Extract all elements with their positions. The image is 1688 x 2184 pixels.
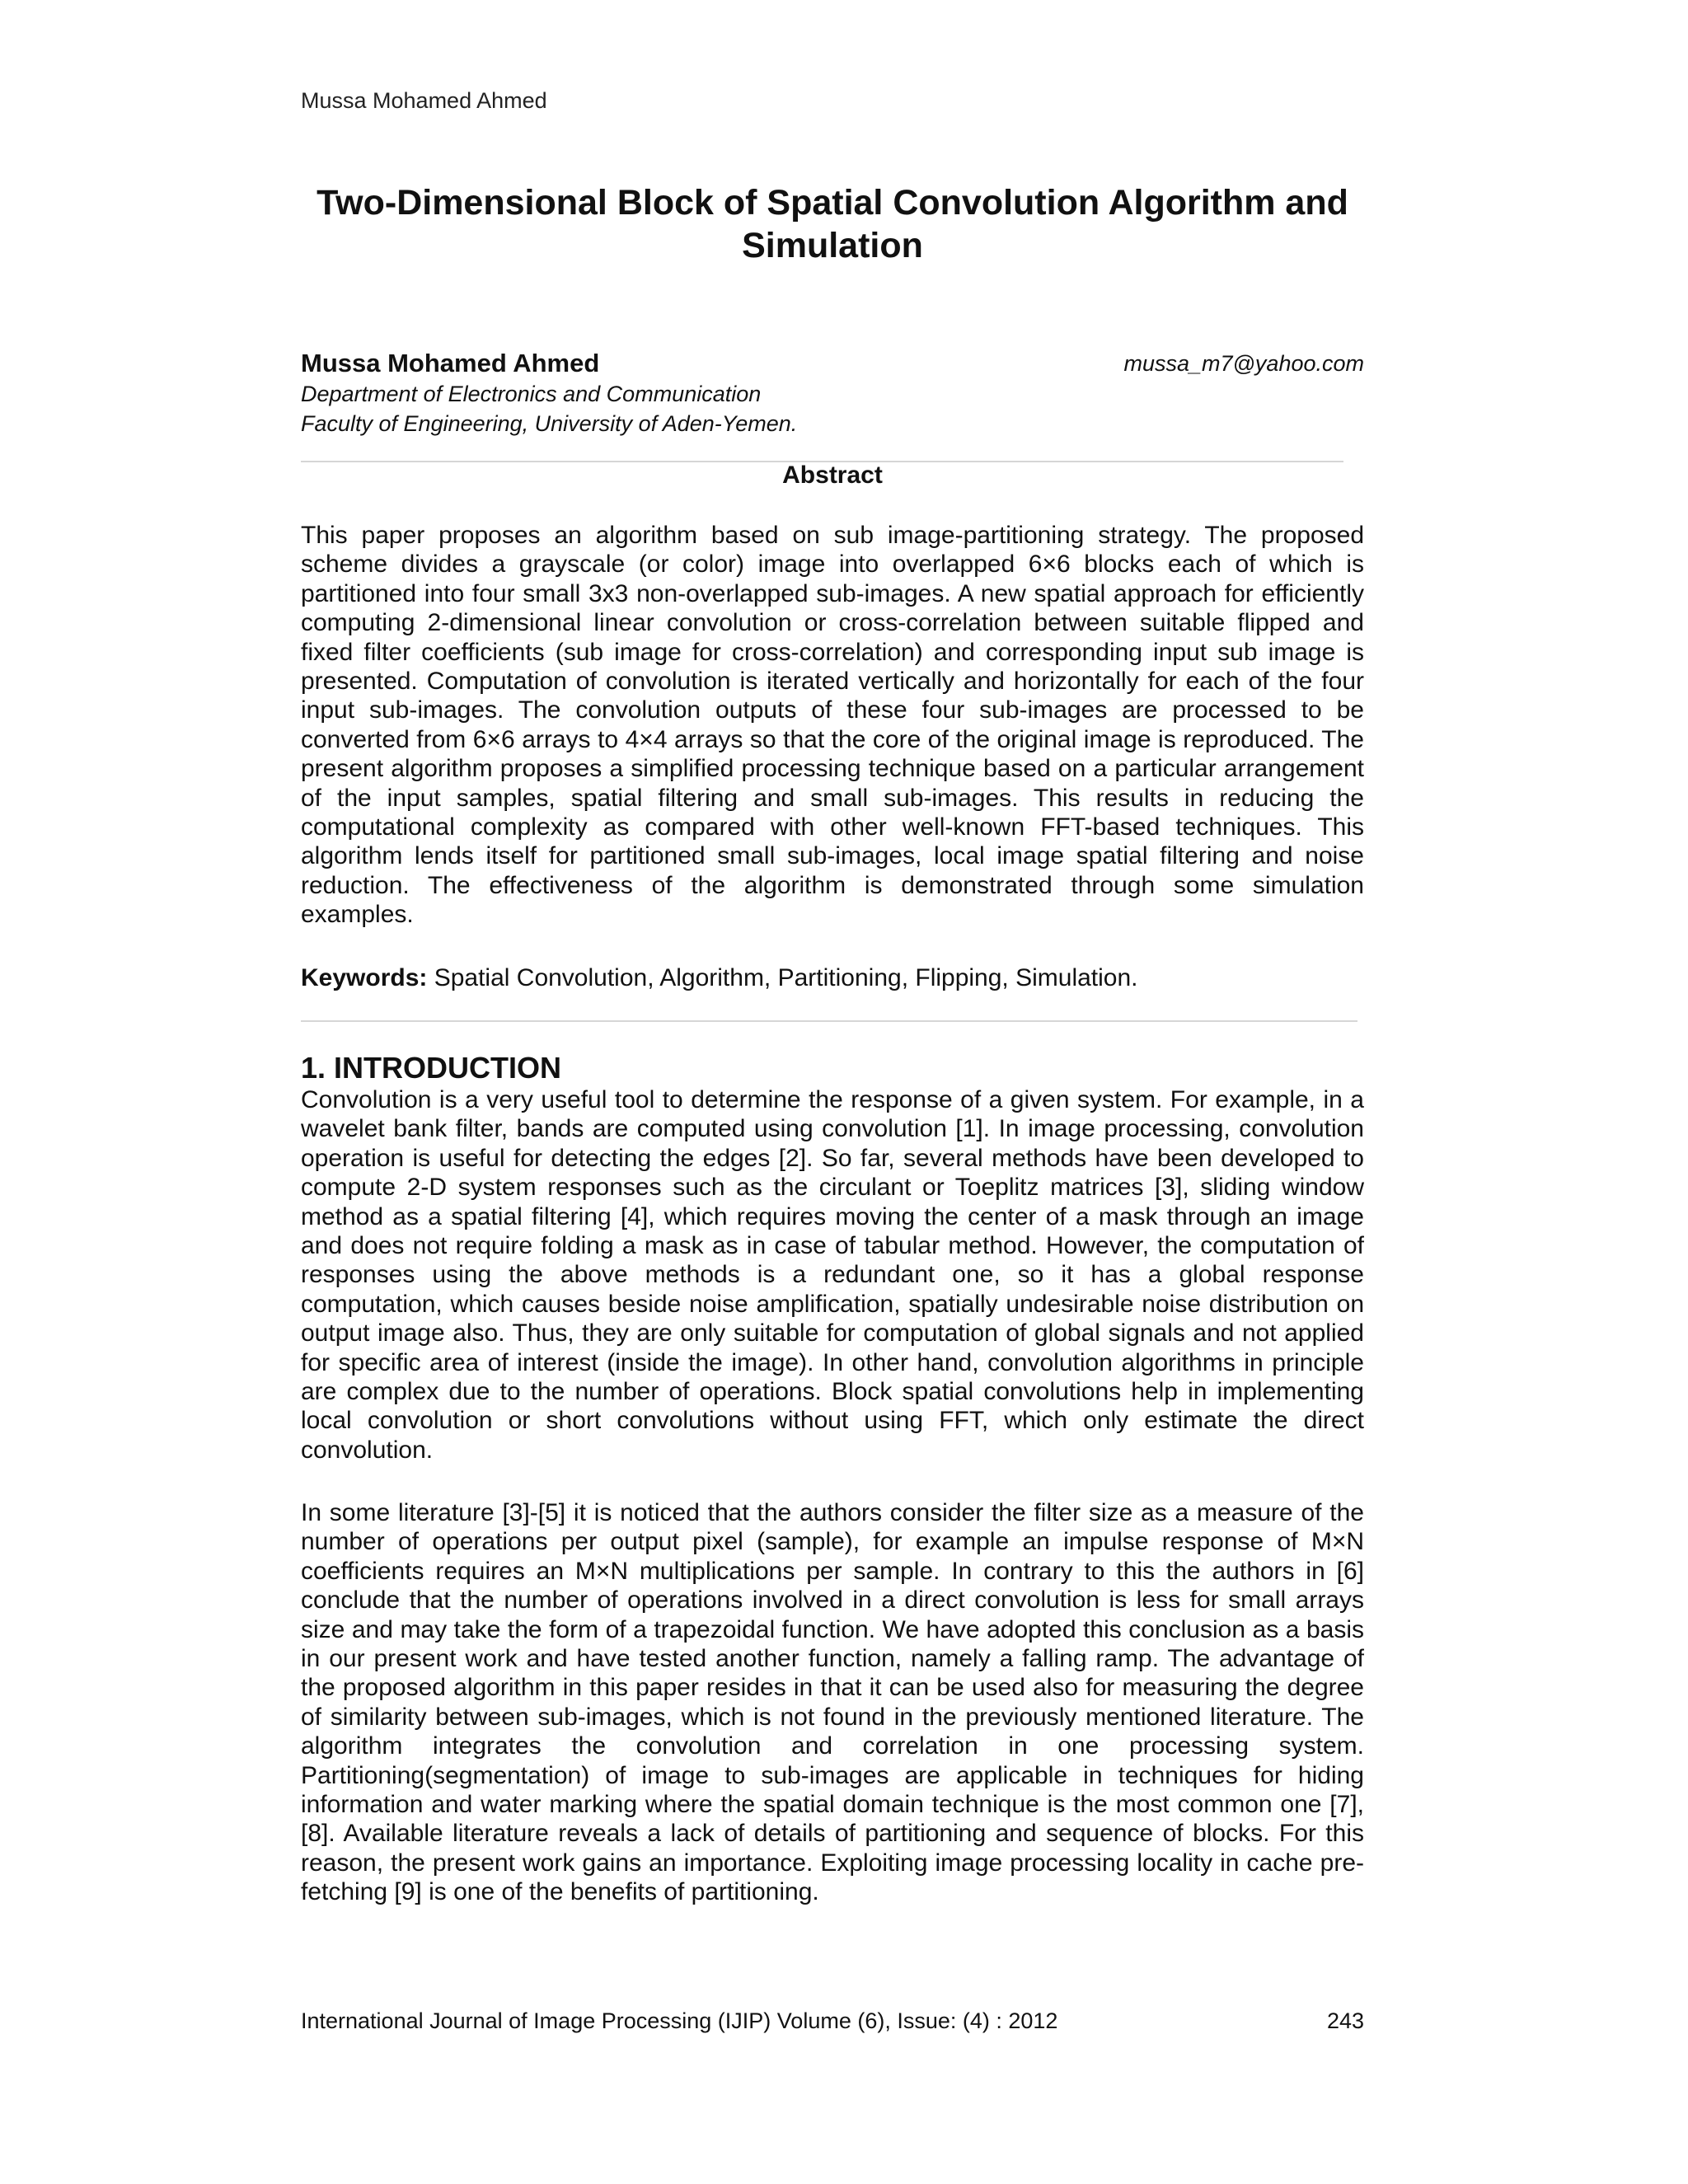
abstract-bottom-divider xyxy=(301,1020,1357,1022)
author-name: Mussa Mohamed Ahmed xyxy=(301,349,600,377)
section-heading-introduction: 1. INTRODUCTION xyxy=(301,1051,562,1085)
running-head: Mussa Mohamed Ahmed xyxy=(301,88,547,113)
author-faculty: Faculty of Engineering, University of Aden-Yemen. xyxy=(301,411,798,436)
footer-page-number: 243 xyxy=(1326,2008,1364,2033)
author-department: Department of Electronics and Communication xyxy=(301,382,762,406)
keywords-list: Spatial Convolution, Algorithm, Partitioning, Flipping, Simulation. xyxy=(427,964,1138,991)
footer-journal: International Journal of Image Processing (IJIP) Volume (6), Issue: (4) : 2012 xyxy=(301,2008,1058,2033)
introduction-paragraph-2: In some literature [3]-[5] it is noticed that the authors consider the filter size as a measure of the number of operations per output pixel (sample), for example an impulse response of M×N coefficients requires an M×N multiplications per sample. In contrary to this the authors in [6] conclude that the number of operations involved in a direct convolution is less for small arrays size and may take the form of a trapezoidal function. We have adopted this conclusion as a basis in our present work and have tested another function, namely a falling ramp. The advantage of the proposed algorithm in this paper resides in that it can be used also for measuring the degree of similarity between sub-images, which is not found in the previously mentioned literature. The algorithm integrates the convolution and correlation in one processing system. Partitioning(segmentation) of image to sub-images are applicable in techniques for hiding information and water marking where the spatial domain technique is the most common one [7], [8]. Available literature reveals a lack of details of partitioning and sequence of blocks. For this reason, the present work gains an importance. Exploiting image processing locality in cache pre-fetching [9] is one of the benefits of partitioning. xyxy=(301,1499,1364,1906)
keywords-line xyxy=(301,964,1364,992)
author-block xyxy=(301,348,1364,438)
abstract-text: This paper proposes an algorithm based on sub image-partitioning strategy. The proposed scheme divides a grayscale (or color) image into overlapped 6×6 blocks each of which is partitioned into four small 3x3 non-overlapped sub-images. A new spatial approach for efficiently computing 2-dimensional linear convolution or cross-correlation between suitable flipped and fixed filter coefficients (sub image for cross-correlation) and corresponding input sub image is presented. Computation of convolution is iterated vertically and horizontally for each of the four input sub-images. The convolution outputs of these four sub-images are processed to be converted from 6×6 arrays to 4×4 arrays so that the core of the original image is reproduced. The present algorithm proposes a simplified processing technique based on a particular arrangement of the input samples, spatial filtering and small sub-images. This results in reducing the computational complexity as compared with other well-known FFT-based techniques. This algorithm lends itself for partitioned small sub-images, local image spatial filtering and noise reduction. The effectiveness of the algorithm is demonstrated through some simulation examples. xyxy=(301,522,1364,929)
paper-title: Two-Dimensional Block of Spatial Convolution Algorithm and Simulation xyxy=(316,183,1348,265)
keywords-label: Keywords: xyxy=(301,964,428,991)
abstract-heading: Abstract xyxy=(782,462,883,489)
introduction-paragraph-1: Convolution is a very useful tool to determine the response of a given system. For example, in a wavelet bank filter, bands are computed using convolution [1]. In image processing, convolution operation is useful for detecting the edges [2]. So far, several methods have been developed to compute 2-D system responses such as the circulant or Toeplitz matrices [3], sliding window method as a spatial filtering [4], which requires moving the center of a mask through an image and does not require folding a mask as in case of tabular method. However, the computation of responses using the above methods is a redundant one, so it has a global response computation, which causes beside noise amplification, spatially undesirable noise distribution on output image also. Thus, they are only suitable for computation of global signals and not applied for specific area of interest (inside the image). In other hand, convolution algorithms in principle are complex due to the number of operations. Block spatial convolutions help in implementing local convolution or short convolutions without using FFT, which only estimate the direct convolution. xyxy=(301,1086,1364,1464)
author-email[interactable]: mussa_m7@yahoo.com xyxy=(1123,351,1364,376)
